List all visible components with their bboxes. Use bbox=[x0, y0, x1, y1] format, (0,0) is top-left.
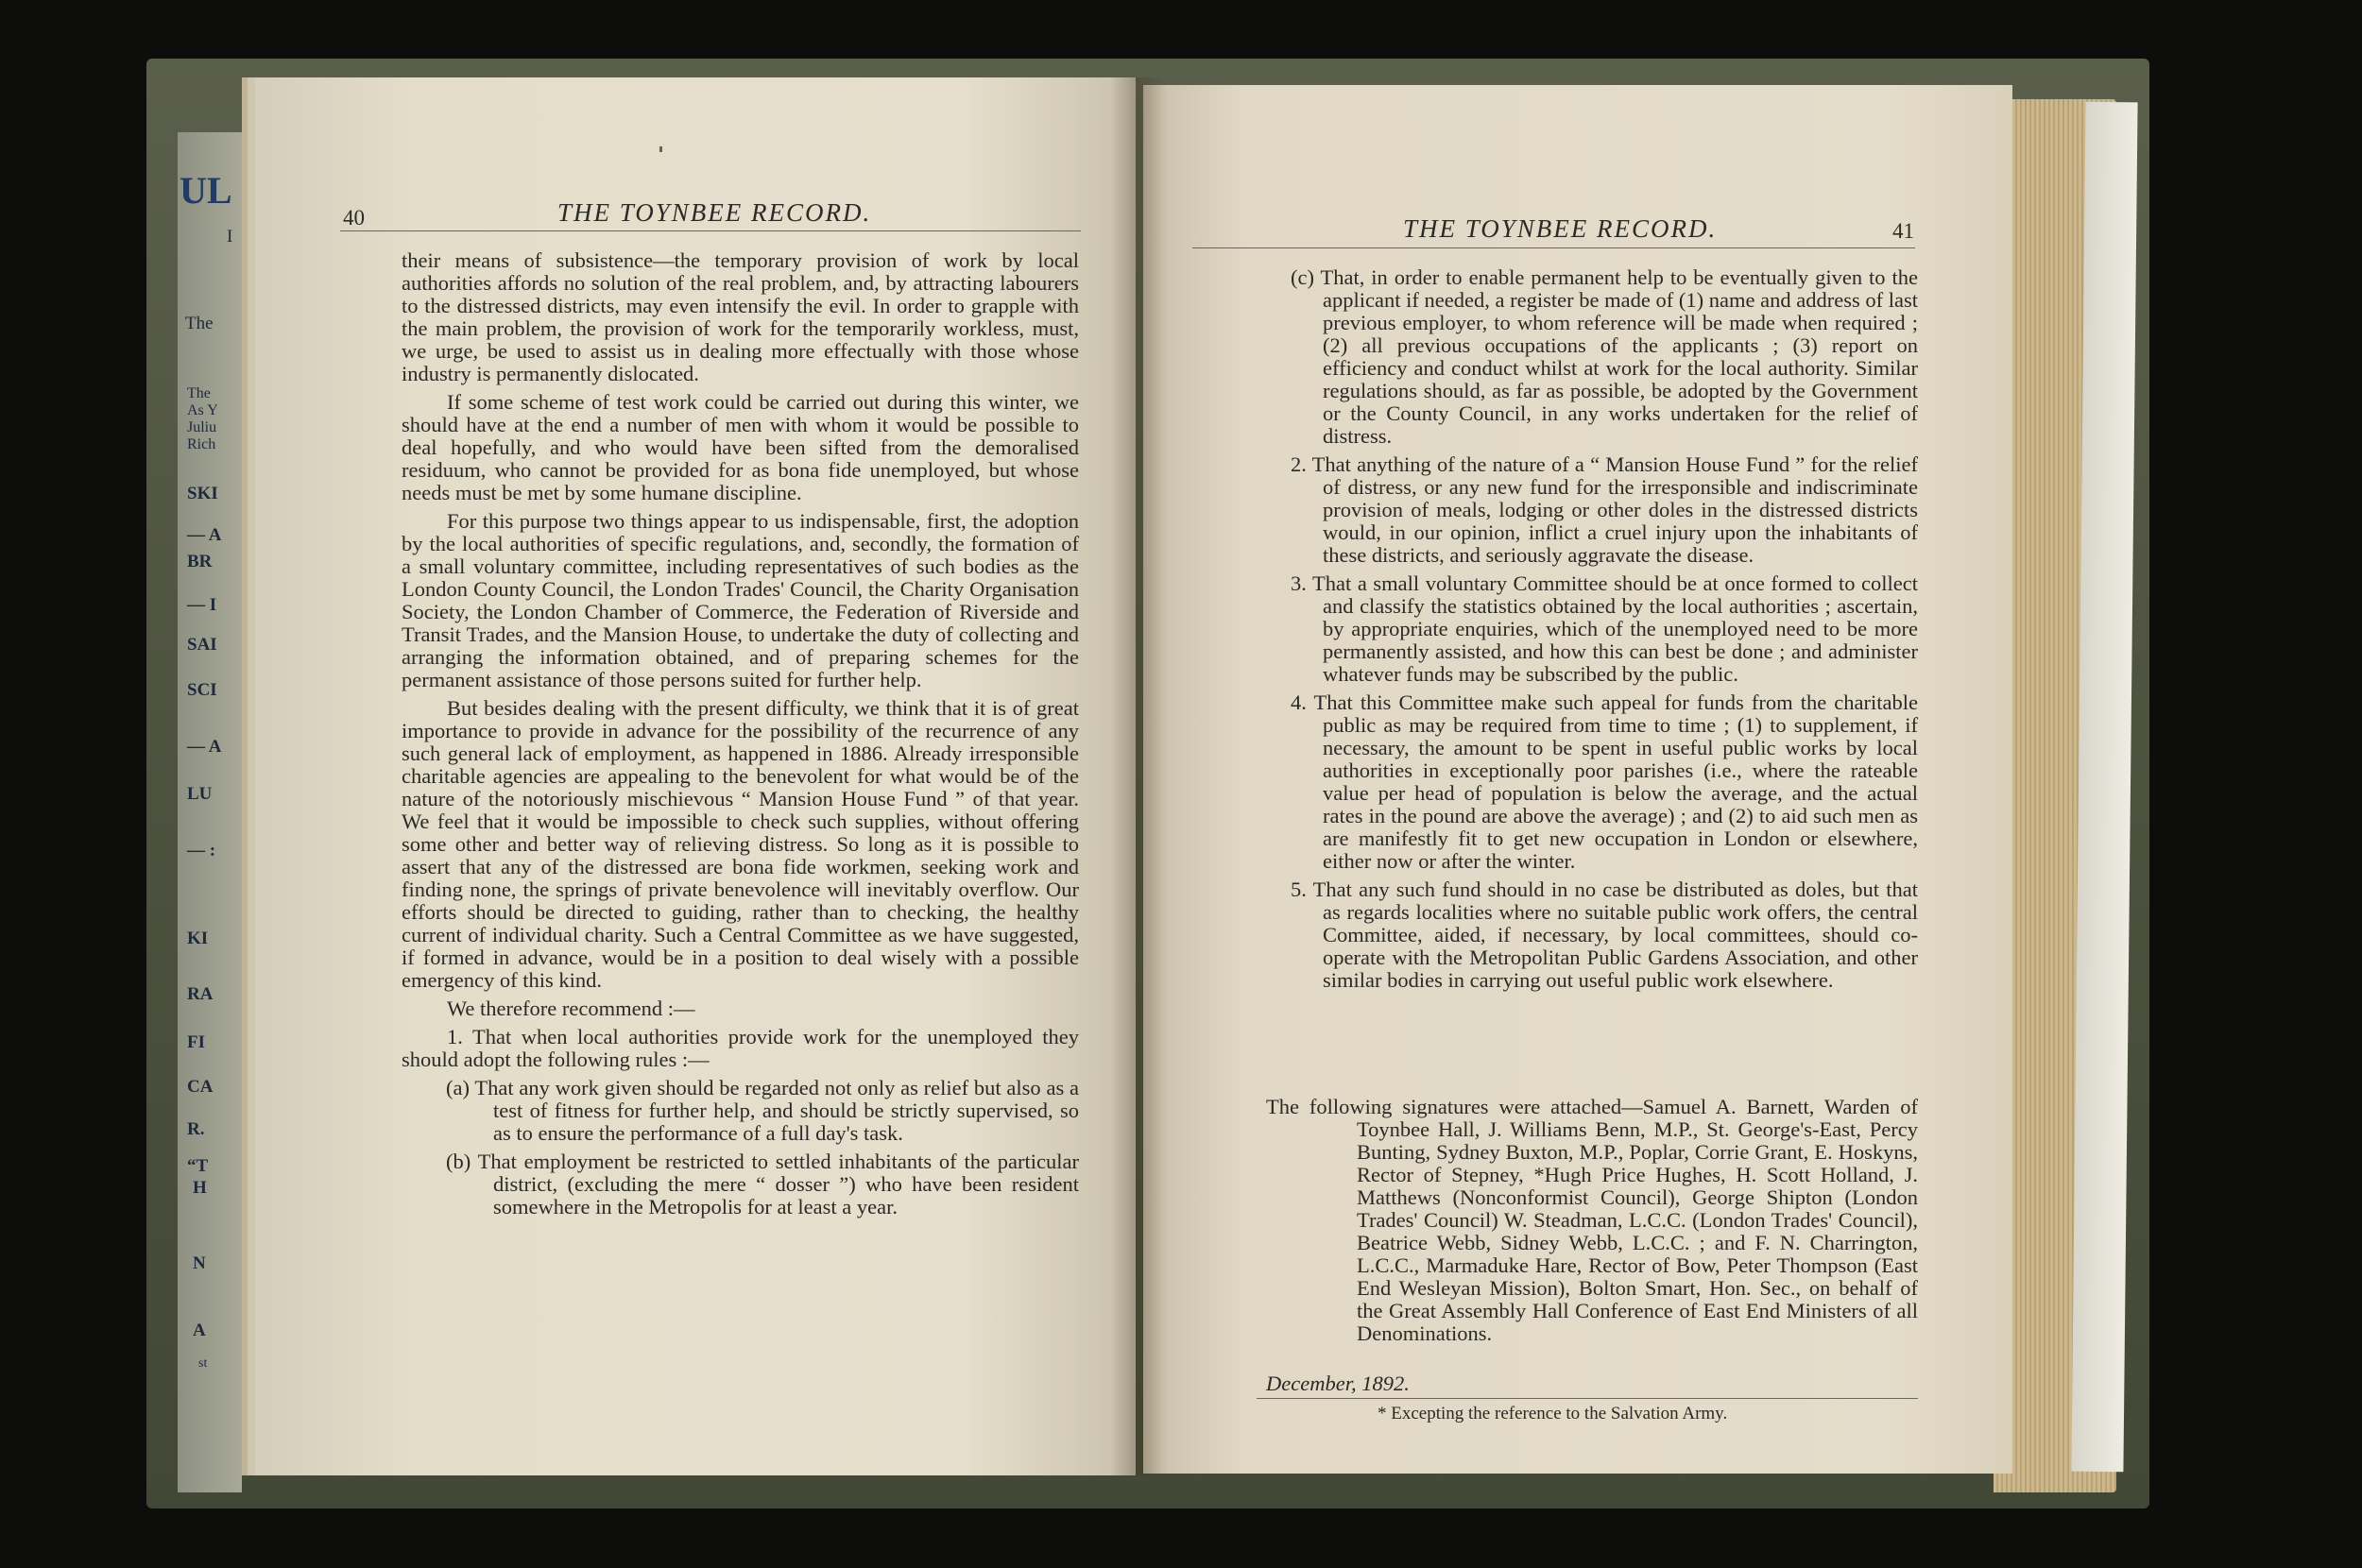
paragraph: We therefore recommend :— bbox=[447, 997, 695, 1020]
spine-fragment: “T bbox=[187, 1156, 209, 1176]
left-body-text bbox=[402, 249, 1079, 1224]
spine-fragment: UL bbox=[180, 169, 232, 212]
footnote: * Excepting the reference to the Salvation Army. bbox=[1378, 1404, 1728, 1423]
spine-fragment: — : bbox=[187, 841, 216, 861]
right-body-text bbox=[1266, 266, 1918, 997]
spine-fragment: Rich bbox=[187, 436, 216, 452]
spine-fragment: — A bbox=[187, 525, 222, 545]
spine-fragment: The bbox=[185, 314, 214, 333]
dateline: December, 1892. bbox=[1266, 1372, 1410, 1395]
numbered-item: 2. That anything of the nature of a “ Mansion House Fund ” for the relief of distress, or any new fund for the irresponsible and indiscriminate provision of meals, lodging or other doles in the distressed districts would, in our opinion, inflict a cruel injury upon the inhabitants of these districts, and seriously aggravate the disease. bbox=[1291, 452, 1918, 567]
paragraph: their means of subsistence—the temporary provision of work by local authorities affords no solution of the real problem, and, by attracting labourers to the distressed districts, may even intensify the evil. In order to grapple with the main problem, the provision of work for the temporarily workless, must, we urge, be used to assist us in dealing more effectually with those whose industry is permanently dislocated. bbox=[402, 248, 1079, 385]
spine-fragment: Juliu bbox=[187, 419, 217, 435]
numbered-item: 1. That when local authorities provide work for the unemployed they should adopt the following rules :— bbox=[402, 1025, 1079, 1071]
paragraph: If some scheme of test work could be carried out during this winter, we should have at the end a number of men with whom it would be possible to deal hopefully, and who would have been sifted from the demoralised residuum, who cannot be provided for as bona fide unemployed, but whose needs must be met by some humane discipline. bbox=[402, 390, 1079, 504]
print-speck bbox=[659, 146, 662, 152]
header-rule bbox=[1192, 247, 1915, 248]
spine-fragment: RA bbox=[187, 984, 214, 1004]
sub-item: (b) That employment be restricted to settled inhabitants of the particular district, (excluding the mere “ dosser ”) who have been resident somewhere in the Metropolis for at least a year. bbox=[446, 1150, 1079, 1219]
sub-item: (c) That, in order to enable permanent help to be eventually given to the applicant if needed, a register be made of (1) name and address of last previous employer, to whom reference will be made when required ; (2) all previous occupations of the applicants ; (3) report on efficiency and conduct whilst at work for the local authority. Similar regulations should, as far as possible, be adopted by the Government or the County Council, in any works undertaken for the relief of distress. bbox=[1291, 265, 1918, 448]
spine-fragment: st bbox=[198, 1356, 208, 1371]
spine-fragment: KI bbox=[187, 929, 209, 948]
sub-item: (a) That any work given should be regarded not only as relief but also as a test of fitness for further help, and should be strictly supervised, so as to ensure the performance of a full day's task. bbox=[446, 1076, 1079, 1145]
signatures-paragraph: The following signatures were attached—Samuel A. Barnett, Warden of Toynbee Hall, J. Williams Benn, M.P., St. George's-East, Percy Bunting, Sydney Buxton, M.P., Poplar, Corrie Grant, E. Hoskyns, Rector of Stepney, *Hugh Price Hughes, H. Scott Holland, J. Matthews (Nonconformist Council), George Shipton (London Trades' Council) W. Steadman, L.C.C. (London Trades' Council), Beatrice Webb, Sidney Webb, L.C.C. ; and F. N. Charrington, L.C.C., Marmaduke Hare, Rector of Bow, Peter Thompson (East End Wesleyan Mission), Bolton Smart, Hon. Sec., on behalf of the Great Assembly Hall Conference of East End Ministers of all Denominations. bbox=[1266, 1095, 1918, 1345]
spine-fragment: The bbox=[187, 385, 211, 401]
spine-fragment: R. bbox=[187, 1119, 205, 1139]
spine-fragment: I bbox=[227, 227, 233, 247]
spine-fragment: H bbox=[193, 1178, 207, 1198]
spine-fragment: SAI bbox=[187, 635, 217, 655]
page-number: 41 bbox=[1892, 219, 1914, 243]
spine-fragment: FI bbox=[187, 1032, 205, 1052]
footnote-rule bbox=[1257, 1398, 1918, 1399]
numbered-item: 5. That any such fund should in no case be distributed as doles, but that as regards localities where no suitable public work offers, the central Committee, aided, if necessary, by local committees, should co-operate with the Metropolitan Public Gardens Association, and other similar bodies in carrying out useful public work elsewhere. bbox=[1291, 878, 1918, 992]
spine-fragment: As Y bbox=[187, 402, 218, 418]
spine-fragment: — I bbox=[187, 595, 217, 615]
spine-fragment: A bbox=[193, 1321, 206, 1340]
numbered-item: 4. That this Committee make such appeal for funds from the charitable public as may be required from time to time ; (1) to supplement, if necessary, the amount to be spent in useful public works by local authorities in exceptionally poor parishes (i.e., where the rateable value per head of population is below the average, and the actual rates in the pound are above the average) ; and (2) to aid such men as are manifestly fit to get new occupation in London or elsewhere, either now or after the winter. bbox=[1291, 690, 1918, 873]
spine-fragment: BR bbox=[187, 552, 213, 571]
spine-fragment: SKI bbox=[187, 484, 218, 503]
signatures-block bbox=[1266, 1096, 1918, 1351]
spine-fragment: N bbox=[193, 1253, 206, 1273]
spine-fragment: CA bbox=[187, 1077, 214, 1097]
book-gutter bbox=[1110, 77, 1167, 1475]
paragraph: But besides dealing with the present difficulty, we think that it is of great importance to provide in advance for the possibility of the recurrence of any such general lack of employment, as happened in 1886. Already irresponsible charitable agencies are appealing to the benevolent for what would be of the nature of the notoriously mischievous “ Mansion House Fund ” of that year. We feel that it would be impossible to check such supplies, without offering some other and better way of relieving distress. So long as it is possible to assert that any of the distressed are bona fide workmen, seeking work and finding none, the springs of private benevolence will inevitably overflow. Our efforts should be directed to guiding, rather than to checking, the healthy current of individual charity. Such a Central Committee as we have suggested, if formed in advance, would be in a position to deal wisely with a possible emergency of this kind. bbox=[402, 696, 1079, 992]
paragraph: For this purpose two things appear to us indispensable, first, the adoption by the local authorities of specific regulations, and, secondly, the formation of a small voluntary committee, including representatives of such bodies as the London County Council, the London Trades' Council, the Charity Organisation Society, the London Chamber of Commerce, the Federation of Riverside and Transit Trades, and the Mansion House, to undertake the duty of collecting and arranging the information obtained, and of preparing schemes for the permanent assistance of those persons suited for further help. bbox=[402, 509, 1079, 691]
running-head: THE TOYNBEE RECORD. bbox=[557, 198, 872, 227]
page-number: 40 bbox=[343, 206, 365, 230]
numbered-item: 3. That a small voluntary Committee should be at once formed to collect and classify the statistics obtained by the local authorities ; ascertain, by appropriate enquiries, which of the unemployed need to be more permanently assisted, and how this can best be done ; and administer whatever funds may be subscribed by the public. bbox=[1291, 571, 1918, 686]
torn-spine-strip bbox=[178, 132, 242, 1492]
spine-fragment: — A bbox=[187, 737, 222, 757]
spine-fragment: LU bbox=[187, 784, 213, 804]
spine-fragment: SCI bbox=[187, 680, 217, 700]
running-head: THE TOYNBEE RECORD. bbox=[1403, 214, 1718, 243]
header-rule bbox=[340, 230, 1081, 231]
